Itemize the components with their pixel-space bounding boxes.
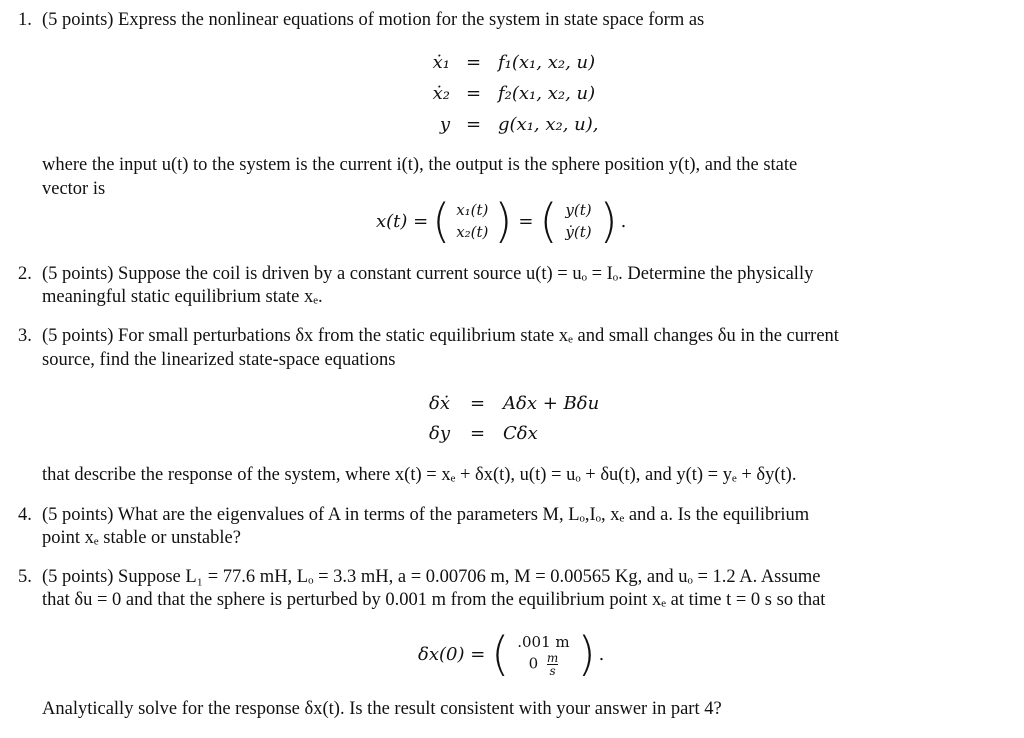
eq2-rhs: f₂(x₁, x₂, u) bbox=[498, 83, 596, 104]
problem-5-line1: (5 points) Suppose L₁ = 77.6 mH, Lₒ = 3.3 mH, a = 0.00706 m, M = 0.00565 Kg, and uₒ = 1.2 A. Assume bbox=[42, 567, 821, 587]
problem-1-number: 1. bbox=[18, 10, 32, 30]
lin-eq1-rel: = bbox=[470, 393, 486, 414]
eq2-rel: = bbox=[466, 83, 482, 104]
unit-fraction bbox=[547, 652, 558, 677]
problem-3-line1: (5 points) For small perturbations δx from the static equilibrium state xₑ and small changes δu in the current bbox=[42, 326, 839, 346]
problem-2-number: 2. bbox=[18, 264, 32, 284]
problem-5-final: Analytically solve for the response δx(t). Is the result consistent with your answer in part 4? bbox=[42, 699, 722, 719]
initial-end: . bbox=[598, 643, 605, 665]
col1-top: x₁(t) bbox=[456, 201, 489, 219]
initial-column bbox=[517, 632, 569, 677]
problem-2-line2: meaningful static equilibrium state xₑ. bbox=[42, 287, 323, 307]
eq1-rel: = bbox=[466, 52, 482, 73]
problem-1-intro: (5 points) Express the nonlinear equations of motion for the system in state space form as bbox=[42, 10, 705, 30]
col1-bot: x₂(t) bbox=[456, 223, 489, 241]
state-vector-end: . bbox=[620, 210, 627, 232]
eq3-rel: = bbox=[466, 114, 482, 135]
lin-eq1-lhs: δẋ bbox=[429, 393, 450, 414]
eq2-lhs: ẋ₂ bbox=[432, 83, 450, 104]
col2-top: y(t) bbox=[565, 201, 592, 219]
eq3-rhs: g(x₁, x₂, u), bbox=[498, 114, 599, 135]
eq3-lhs: y bbox=[439, 114, 450, 135]
left-paren-1: ( bbox=[432, 194, 451, 248]
state-vector-col1 bbox=[456, 199, 488, 243]
problem-1-after-line2: vector is bbox=[42, 179, 106, 199]
eq1-rhs: f₁(x₁, x₂, u) bbox=[498, 52, 596, 73]
state-vector bbox=[376, 196, 626, 246]
col2-bot: ẏ(t) bbox=[565, 223, 592, 241]
lin-eq2-rel: = bbox=[470, 423, 486, 444]
problem-4-line1: (5 points) What are the eigenvalues of A in terms of the parameters M, Lₒ,Iₒ, xₑ and a. Is the equilibrium bbox=[42, 505, 810, 525]
state-vector-lhs: x(t) = bbox=[376, 210, 429, 232]
initial-top: .001 m bbox=[517, 632, 570, 651]
state-vector-col2 bbox=[565, 199, 591, 243]
right-paren-3: ) bbox=[577, 627, 596, 681]
left-paren-2: ( bbox=[539, 194, 558, 248]
state-vector-eq: = bbox=[518, 210, 534, 232]
unit-numerator: m bbox=[546, 650, 559, 665]
initial-condition bbox=[418, 628, 604, 680]
right-paren-1: ) bbox=[494, 194, 513, 248]
eq1-lhs: ẋ₁ bbox=[432, 52, 450, 73]
problem-3-after: that describe the response of the system, where x(t) = xₑ + δx(t), u(t) = uₒ + δu(t), and y(t) = yₑ + δy(t). bbox=[42, 465, 797, 485]
problem-3-line2: source, find the linearized state-space equations bbox=[42, 350, 396, 370]
problem-4-number: 4. bbox=[18, 505, 32, 525]
initial-lhs: δx(0) = bbox=[418, 643, 486, 665]
problem-4-line2: point xₑ stable or unstable? bbox=[42, 528, 241, 548]
problem-1-after-line1: where the input u(t) to the system is the current i(t), the output is the sphere position y(t), and the state bbox=[42, 155, 798, 175]
lin-eq2-lhs: δy bbox=[428, 423, 450, 444]
lin-eq1-rhs: Aδx + Bδu bbox=[503, 393, 600, 414]
problem-5-number: 5. bbox=[18, 567, 32, 587]
lin-eq2-rhs: Cδx bbox=[503, 423, 538, 444]
left-paren-3: ( bbox=[491, 627, 510, 681]
right-paren-2: ) bbox=[599, 194, 618, 248]
initial-bot-value: 0 bbox=[528, 654, 539, 672]
initial-bottom bbox=[517, 652, 569, 677]
problem-5-line2: that δu = 0 and that the sphere is perturbed by 0.001 m from the equilibrium point xₑ at time t = 0 s so that bbox=[42, 590, 826, 610]
unit-denominator: s bbox=[549, 663, 556, 678]
problem-2-line1: (5 points) Suppose the coil is driven by a constant current source u(t) = uₒ = Iₒ. Determine the physically bbox=[42, 264, 814, 284]
problem-3-number: 3. bbox=[18, 326, 32, 346]
